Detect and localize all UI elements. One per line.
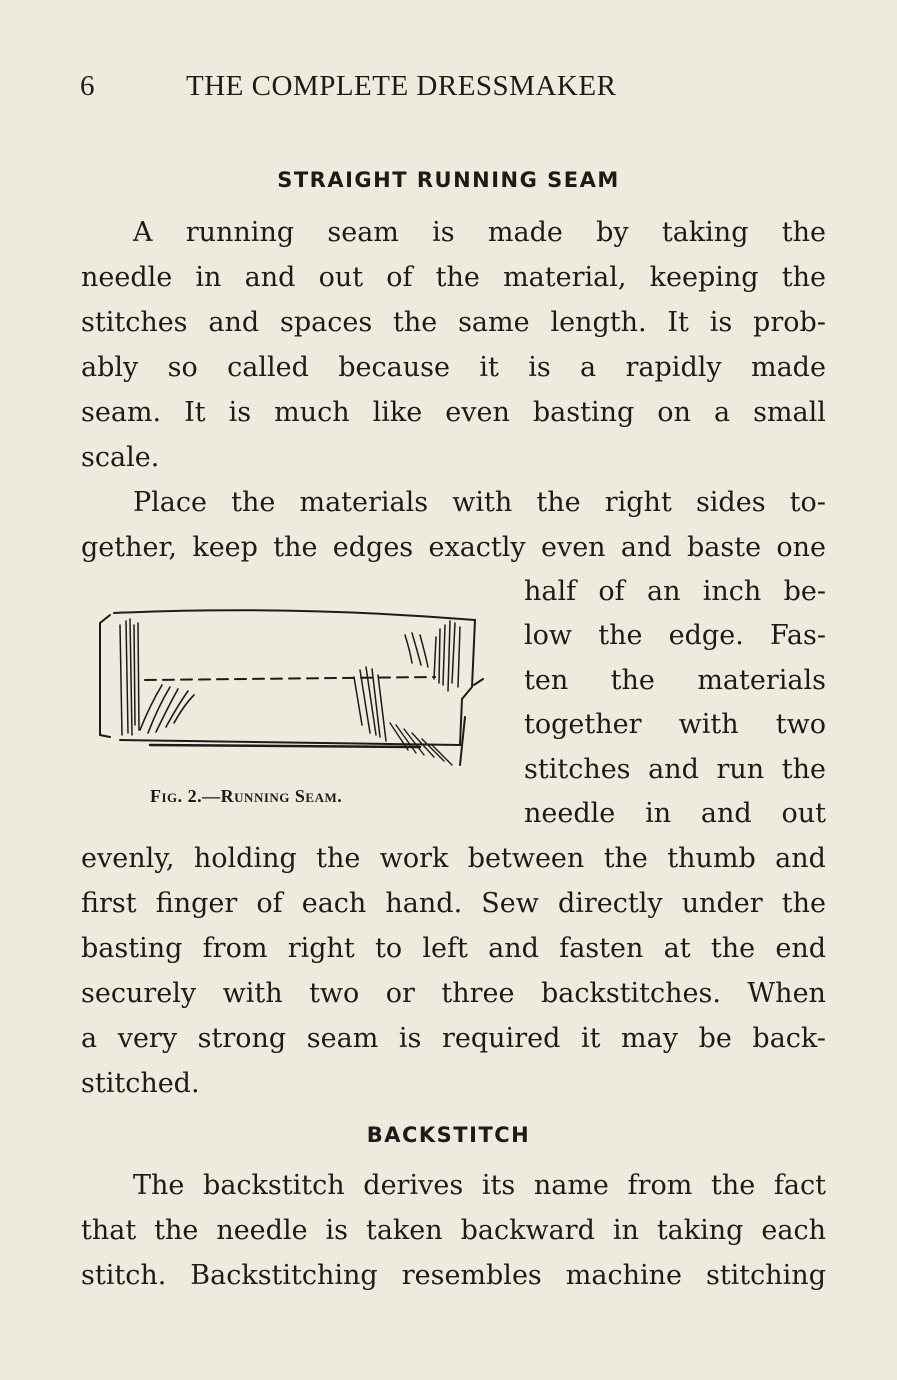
text-line: low the edge. Fas- [524,620,826,651]
text-line: first finger of each hand. Sew directly under the [81,888,826,919]
text-line: needle in and out of the material, keeping the [81,262,826,293]
text-line: securely with two or three backstitches. When [81,978,826,1009]
caption-part: EAM [305,790,338,805]
caption-part: UNNING [234,790,290,805]
text-line: stitches and run the [524,754,826,785]
caption-part: . 2.—R [177,786,235,806]
text-line: Place the materials with the right sides to- [133,487,826,518]
caption-part: IG [161,790,178,805]
caption-part: . [337,786,343,806]
text-line: ten the materials [524,665,826,696]
text-line: that the needle is taken backward in taking each [81,1215,826,1246]
text-line: a very strong seam is required it may be back- [81,1023,826,1054]
text-line: stitches and spaces the same length. It is prob- [81,307,826,338]
text-line: ably so called because it is a rapidly made [81,352,826,383]
page-number: 6 [80,70,95,102]
running-seam-figure [90,595,490,775]
caption-part: S [289,786,306,806]
text-line: seam. It is much like even basting on a small [81,397,826,428]
text-line: together with two [524,709,826,740]
text-line: stitch. Backstitching resembles machine stitching [81,1260,826,1291]
text-line: basting from right to left and fasten at the end [81,933,826,964]
caption-part: F [150,786,162,806]
text-line: needle in and out [524,798,826,829]
text-line: gether, keep the edges exactly even and baste one [81,532,826,563]
text-line: stitched. [81,1068,200,1099]
section-heading-backstitch: BACKSTITCH [366,1123,531,1147]
text-line: scale. [81,442,160,473]
running-header [80,70,825,110]
book-title: THE COMPLETE DRESSMAKER [186,70,617,102]
figure-caption [150,786,342,807]
text-line: evenly, holding the work between the thumb and [81,843,826,874]
text-line: The backstitch derives its name from the fact [133,1170,826,1201]
text-line: half of an inch be- [524,576,826,607]
text-line: A running seam is made by taking the [133,217,826,248]
section-heading-running-seam: STRAIGHT RUNNING SEAM [277,168,620,192]
